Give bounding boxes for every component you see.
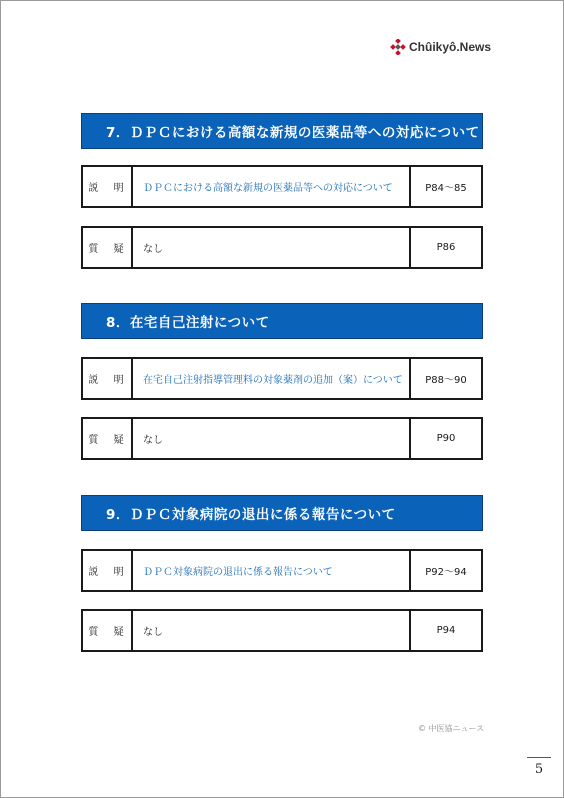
section-header-8: 8．在宅自己注射について (81, 303, 483, 339)
explanation-link[interactable]: 在宅自己注射指導管理料の対象薬剤の追加（案）について (143, 375, 403, 386)
row-label: 質 疑 (83, 611, 133, 650)
diamond-logo-icon (390, 39, 406, 55)
explanation-row-7 (81, 165, 483, 208)
row-label: 説 明 (83, 359, 133, 398)
question-row-8 (81, 417, 483, 460)
page-number: 5 (534, 762, 544, 777)
explanation-link[interactable]: ＤＰＣにおける高額な新規の医薬品等への対応について (143, 183, 393, 194)
question-text: なし (143, 627, 163, 638)
page-reference: P88～90 (409, 359, 481, 398)
row-label: 質 疑 (83, 419, 133, 458)
row-label: 説 明 (83, 551, 133, 590)
question-row-9 (81, 609, 483, 652)
explanation-link[interactable]: ＤＰＣ対象病院の退出に係る報告について (143, 567, 333, 578)
logo-text: Chûikyô.News (409, 40, 492, 54)
section-header-7: 7．ＤＰＣにおける高額な新規の医薬品等への対応について (81, 113, 483, 149)
page-reference: P94 (409, 611, 481, 650)
explanation-row-9 (81, 549, 483, 592)
question-text: なし (143, 244, 163, 255)
question-row-7 (81, 226, 483, 269)
question-text: なし (143, 435, 163, 446)
page-number-rule (527, 757, 551, 758)
page-reference: P86 (409, 228, 481, 267)
chuikyo-news-logo[interactable] (390, 39, 491, 55)
page-reference: P92～94 (409, 551, 481, 590)
explanation-row-8 (81, 357, 483, 400)
copyright: © 中医協ニュース (418, 724, 485, 733)
row-label: 質 疑 (83, 228, 133, 267)
page-reference: P90 (409, 419, 481, 458)
section-header-9: 9．ＤＰＣ対象病院の退出に係る報告について (81, 495, 483, 531)
page-reference: P84～85 (409, 167, 481, 206)
row-label: 説 明 (83, 167, 133, 206)
